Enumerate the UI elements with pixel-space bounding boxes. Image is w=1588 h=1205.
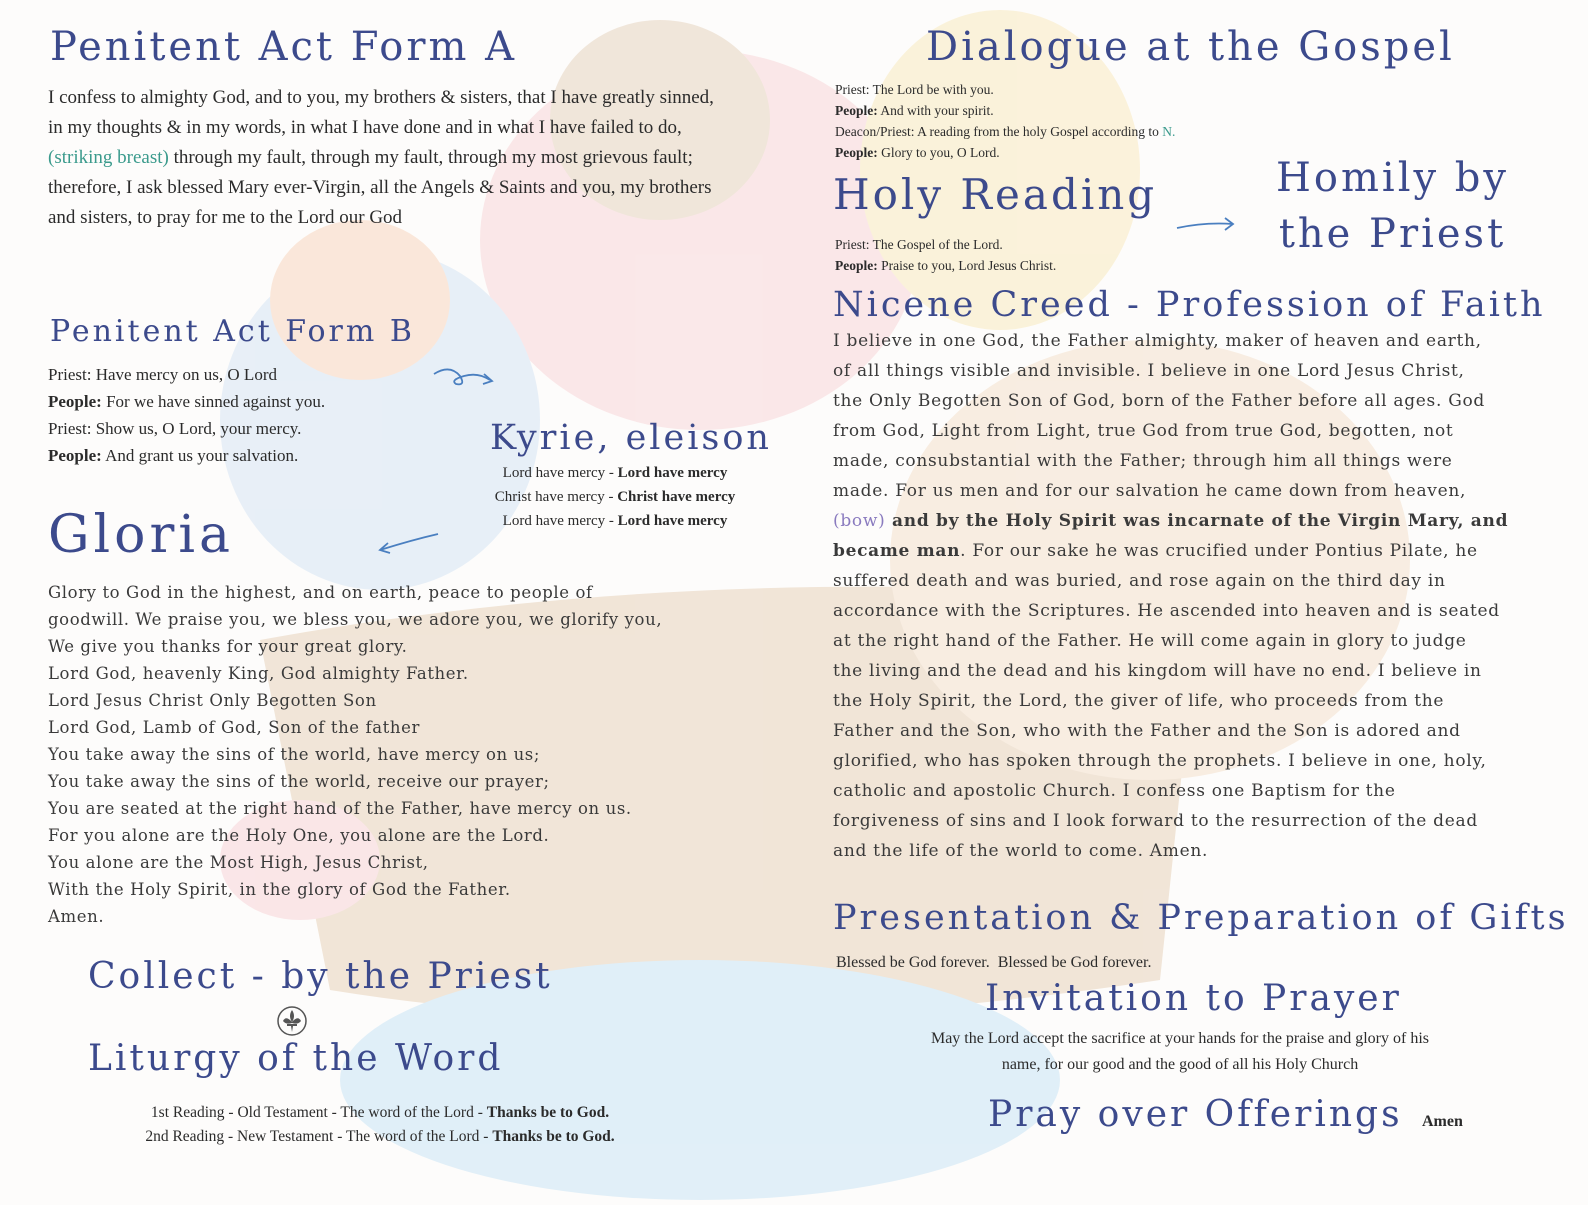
gloria-line: You take away the sins of the world, receive our prayer; bbox=[48, 772, 550, 791]
creed-became-man: became man bbox=[833, 541, 961, 561]
people-label: People: bbox=[835, 103, 878, 118]
gloria-line: For you alone are the Holy One, you alone are the Lord. bbox=[48, 826, 550, 845]
dialogue-response-2: Glory to you, O Lord. bbox=[881, 145, 1000, 160]
homily-line-1: Homily by bbox=[1276, 155, 1509, 201]
invitation-line-2: name, for our good and the good of all his Holy Church bbox=[1001, 1056, 1359, 1073]
dialogue-gospel-text: Deacon/Priest: A reading from the holy Gospel according to bbox=[835, 124, 1159, 139]
second-reading-text: 2nd Reading - New Testament - The word of the Lord - bbox=[145, 1128, 493, 1145]
creed-line: catholic and apostolic Church. I confess one Baptism for the bbox=[833, 781, 1396, 801]
presentation-text: Blessed be God forever. Blessed be God forever. bbox=[836, 954, 1152, 971]
creed-heading: Nicene Creed - Profession of Faith bbox=[833, 285, 1546, 325]
dialogue-heading: Dialogue at the Gospel bbox=[926, 24, 1455, 70]
homily-line-2: the Priest bbox=[1278, 211, 1507, 257]
gloria-line: We give you thanks for your great glory. bbox=[48, 637, 408, 656]
penitent-a-text bbox=[48, 83, 718, 233]
offerings-heading: Pray over Offerings bbox=[988, 1094, 1403, 1135]
gloria-line: Lord God, Lamb of God, Son of the father bbox=[48, 718, 420, 737]
kyrie-call: Lord have mercy - bbox=[502, 465, 618, 481]
penitent-b-heading: Penitent Act Form B bbox=[50, 314, 415, 349]
creed-text bbox=[833, 326, 1508, 866]
creed-line: and the life of the world to come. Amen. bbox=[833, 841, 1209, 861]
holy-reading-line-2 bbox=[835, 255, 1056, 276]
homily-heading bbox=[1276, 150, 1509, 262]
holy-reading-text bbox=[835, 234, 1056, 276]
creed-line: at the right hand of the Father. He will come again in glory to judge bbox=[833, 631, 1467, 651]
creed-line: the living and the dead and his kingdom will have no end. I believe in bbox=[833, 661, 1482, 681]
kyrie-response: Lord have mercy bbox=[617, 465, 728, 481]
penitent-a-text-2: through my fault, through my fault, through my most grievous fault; therefore, I ask blessed Mary ever-Virgin, all the Angels & Saints and you, my brothers and sisters, to pray for me to the Lord our God bbox=[48, 147, 712, 228]
people-label: People: bbox=[48, 392, 102, 411]
people-label: People: bbox=[835, 145, 878, 160]
creed-line: the Holy Spirit, the Lord, the giver of life, who proceeds from the bbox=[833, 691, 1445, 711]
creed-line: the Only Begotten Son of God, born of the Father before all ages. God bbox=[833, 391, 1485, 411]
fleur-de-lis-icon bbox=[276, 1005, 308, 1037]
collect-heading: Collect - by the Priest bbox=[88, 956, 553, 997]
gloria-line: goodwill. We praise you, we bless you, we adore you, we glorify you, bbox=[48, 610, 663, 629]
creed-line: glorified, who has spoken through the prophets. I believe in one, holy, bbox=[833, 751, 1487, 771]
penitent-b-line-4 bbox=[48, 442, 325, 469]
creed-line: suffered death and was buried, and rose again on the third day in bbox=[833, 571, 1446, 591]
left-arrow-icon bbox=[372, 528, 442, 556]
kyrie-response: Christ have mercy bbox=[617, 489, 736, 505]
invitation-text bbox=[810, 1026, 1550, 1078]
creed-line: of all things visible and invisible. I believe in one Lord Jesus Christ, bbox=[833, 361, 1465, 381]
kyrie-row bbox=[440, 509, 790, 533]
kyrie-responses bbox=[440, 461, 790, 533]
dialogue-line-4 bbox=[835, 142, 1175, 163]
penitent-b-response-2: And grant us your salvation. bbox=[105, 446, 299, 465]
dialogue-text bbox=[835, 79, 1175, 163]
creed-line: from God, Light from Light, true God from true God, begotten, not bbox=[833, 421, 1454, 441]
kyrie-response: Lord have mercy bbox=[617, 513, 728, 529]
penitent-a-text-1: I confess to almighty God, and to you, my brothers & sisters, that I have greatly sinned, in my thoughts & in my words, in what I have done and in what I have failed to do, bbox=[48, 87, 714, 138]
gloria-line: You are seated at the right hand of the Father, have mercy on us. bbox=[48, 799, 632, 818]
offerings-response: Amen bbox=[1422, 1113, 1463, 1130]
gloria-line: Lord God, heavenly King, God almighty Father. bbox=[48, 664, 469, 683]
creed-line-man bbox=[833, 536, 1508, 566]
creed-line: I believe in one God, the Father almighty, maker of heaven and earth, bbox=[833, 331, 1482, 351]
penitent-b-response-1: For we have sinned against you. bbox=[106, 392, 326, 411]
creed-line: Father and the Son, who with the Father and the Son is adored and bbox=[833, 721, 1461, 741]
gloria-line: With the Holy Spirit, in the glory of God the Father. bbox=[48, 880, 511, 899]
people-label: People: bbox=[48, 446, 102, 465]
liturgy-readings bbox=[80, 1101, 680, 1149]
holy-reading-response: Praise to you, Lord Jesus Christ. bbox=[881, 258, 1057, 273]
presentation-heading: Presentation & Preparation of Gifts bbox=[833, 898, 1569, 938]
invitation-heading: Invitation to Prayer bbox=[985, 978, 1402, 1019]
dialogue-line-2 bbox=[835, 100, 1175, 121]
dialogue-line-3 bbox=[835, 121, 1175, 142]
creed-line: made. For us men and for our salvation he came down from heaven, bbox=[833, 481, 1467, 501]
gloria-line: Amen. bbox=[48, 907, 105, 926]
creed-line-bow bbox=[833, 506, 1508, 536]
first-reading-text: 1st Reading - Old Testament - The word of the Lord - bbox=[150, 1104, 487, 1121]
gospel-name-placeholder: N. bbox=[1162, 124, 1176, 139]
second-reading-response: Thanks be to God. bbox=[492, 1128, 615, 1145]
bow-note: (bow) bbox=[833, 511, 886, 531]
penitent-b-line-3: Priest: Show us, O Lord, your mercy. bbox=[48, 419, 302, 438]
people-label: People: bbox=[835, 258, 878, 273]
gloria-line: You take away the sins of the world, have mercy on us; bbox=[48, 745, 541, 764]
kyrie-call: Lord have mercy - bbox=[502, 513, 618, 529]
gloria-text bbox=[48, 579, 662, 930]
creed-incarnation-text: and by the Holy Spirit was incarnate of the Virgin Mary, and bbox=[885, 511, 1509, 531]
kyrie-row bbox=[440, 485, 790, 509]
kyrie-call: Christ have mercy - bbox=[494, 489, 618, 505]
holy-reading-heading: Holy Reading bbox=[833, 170, 1158, 219]
right-arrow-icon bbox=[1175, 212, 1239, 236]
kyrie-row bbox=[440, 461, 790, 485]
dialogue-line-1: Priest: The Lord be with you. bbox=[835, 82, 994, 97]
dialogue-response-1: And with your spirit. bbox=[880, 103, 994, 118]
creed-line: forgiveness of sins and I look forward to the resurrection of the dead bbox=[833, 811, 1478, 831]
penitent-b-text bbox=[48, 361, 325, 469]
penitent-b-line-1: Priest: Have mercy on us, O Lord bbox=[48, 365, 277, 384]
gloria-line: Glory to God in the highest, and on earth, peace to people of bbox=[48, 583, 593, 602]
holy-reading-line-1: Priest: The Gospel of the Lord. bbox=[835, 237, 1003, 252]
first-reading bbox=[80, 1101, 680, 1125]
penitent-a-heading: Penitent Act Form A bbox=[50, 24, 518, 70]
first-reading-response: Thanks be to God. bbox=[486, 1104, 610, 1121]
invitation-line-1: May the Lord accept the sacrifice at your hands for the praise and glory of his bbox=[930, 1030, 1430, 1047]
kyrie-heading: Kyrie, eleison bbox=[490, 418, 772, 458]
liturgy-heading: Liturgy of the Word bbox=[88, 1038, 504, 1079]
penitent-b-line-2 bbox=[48, 388, 325, 415]
creed-line: made, consubstantial with the Father; through him all things were bbox=[833, 451, 1453, 471]
gloria-line: You alone are the Most High, Jesus Christ, bbox=[48, 853, 429, 872]
gloria-line: Lord Jesus Christ Only Begotten Son bbox=[48, 691, 377, 710]
gloria-heading: Gloria bbox=[48, 505, 234, 565]
second-reading bbox=[80, 1125, 680, 1149]
striking-breast-note: (striking breast) bbox=[48, 147, 169, 168]
creed-line: accordance with the Scriptures. He ascended into heaven and is seated bbox=[833, 601, 1500, 621]
creed-crucified-text: . For our sake he was crucified under Pontius Pilate, he bbox=[960, 541, 1478, 561]
curl-arrow-icon bbox=[430, 362, 500, 392]
